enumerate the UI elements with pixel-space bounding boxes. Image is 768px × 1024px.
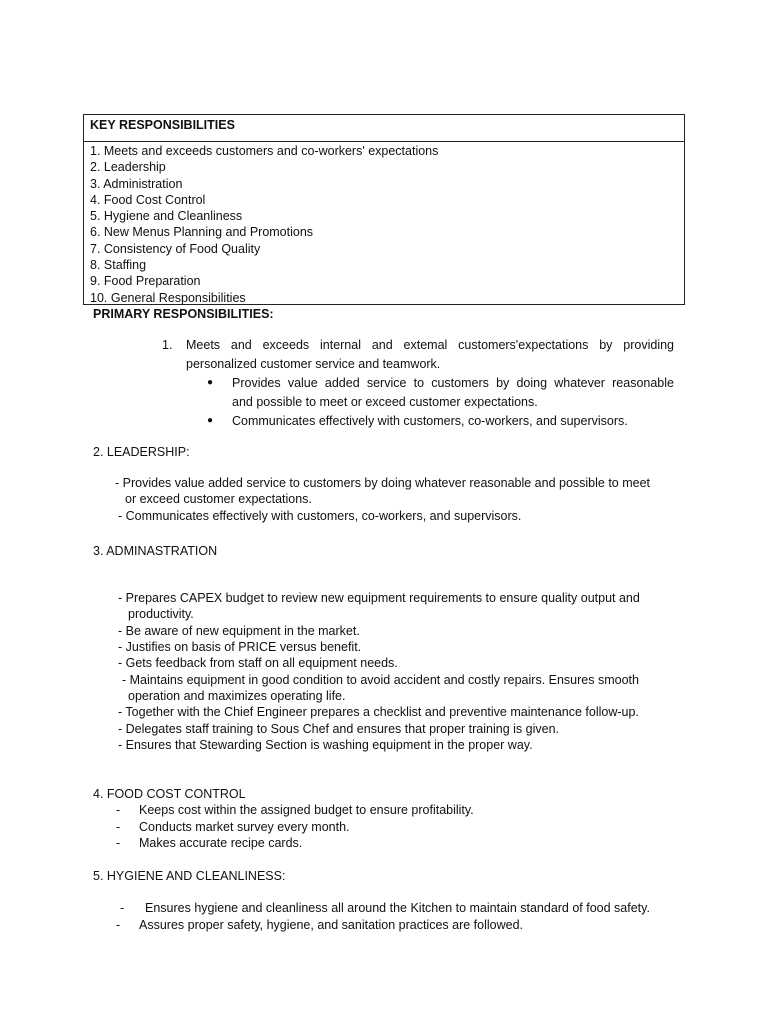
- administration-line: productivity.: [128, 607, 194, 621]
- bullet-line: and possible to meet or exceed customer expectations.: [232, 395, 538, 409]
- list-item: 6. New Menus Planning and Promotions: [90, 225, 314, 240]
- leadership-heading: 2. LEADERSHIP:: [93, 445, 190, 459]
- key-responsibilities-title: KEY RESPONSIBILITIES: [84, 115, 684, 142]
- list-item: 2. Leadership: [90, 160, 166, 175]
- list-item: 4. Food Cost Control: [90, 192, 206, 207]
- primary-heading: PRIMARY RESPONSIBILITIES:: [93, 307, 274, 321]
- food-cost-item: Keeps cost within the assigned budget to ensure profitability.: [139, 803, 474, 817]
- food-cost-heading: 4. FOOD COST CONTROL: [93, 787, 246, 801]
- administration-line: operation and maximizes operating life.: [128, 689, 346, 703]
- bullet-line: Communicates effectively with customers, co-workers, and supervisors.: [232, 414, 628, 428]
- administration-line: - Be aware of new equipment in the market.: [118, 624, 360, 638]
- key-responsibilities-table: [83, 114, 685, 305]
- leadership-line: - Provides value added service to customers by doing whatever reasonable and possible to meet: [115, 476, 651, 490]
- administration-line: - Justifies on basis of PRICE versus benefit.: [118, 640, 362, 654]
- administration-line: - Maintains equipment in good condition to avoid accident and costly repairs. Ensures smooth: [122, 673, 639, 687]
- list-item: 7. Consistency of Food Quality: [90, 241, 261, 256]
- hygiene-heading: 5. HYGIENE AND CLEANLINESS:: [93, 869, 286, 883]
- list-item: 8. Staffing: [90, 258, 147, 273]
- primary-item-line: personalized customer service and teamwork.: [186, 357, 441, 371]
- dash-marker: -: [116, 820, 121, 834]
- food-cost-item: Conducts market survey every month.: [139, 820, 350, 834]
- dash-marker: -: [116, 918, 121, 932]
- administration-line: - Gets feedback from staff on all equipment needs.: [118, 656, 398, 670]
- administration-line: - Delegates staff training to Sous Chef and ensures that proper training is given.: [118, 722, 559, 736]
- key-responsibilities-list: [84, 142, 684, 306]
- primary-item-number: 1.: [162, 338, 173, 352]
- list-item: 9. Food Preparation: [90, 274, 201, 289]
- administration-line: - Prepares CAPEX budget to review new equipment requirements to ensure quality output and: [118, 591, 640, 605]
- administration-line: - Together with the Chief Engineer prepares a checklist and preventive maintenance follow-up.: [118, 705, 639, 719]
- leadership-line: or exceed customer expectations.: [125, 492, 312, 506]
- administration-line: - Ensures that Stewarding Section is washing equipment in the proper way.: [118, 738, 533, 752]
- primary-item-line: Meets and exceeds internal and extemal customers'expectations by providing: [186, 338, 674, 352]
- hygiene-item: Ensures hygiene and cleanliness all around the Kitchen to maintain standard of food safety.: [145, 901, 650, 915]
- list-item: 10. General Responsibilities: [90, 290, 246, 305]
- list-item: 5. Hygiene and Cleanliness: [90, 209, 243, 224]
- leadership-line: - Communicates effectively with customers, co-workers, and supervisors.: [118, 509, 522, 523]
- bullet-icon: ●: [207, 415, 214, 426]
- dash-marker: -: [116, 836, 121, 850]
- food-cost-item: Makes accurate recipe cards.: [139, 836, 303, 850]
- bullet-line: Provides value added service to customers by doing whatever reasonable: [232, 376, 674, 390]
- administration-heading: 3. ADMINASTRATION: [93, 544, 218, 558]
- bullet-icon: ●: [207, 377, 214, 388]
- dash-marker: -: [116, 803, 121, 817]
- dash-marker: -: [120, 901, 125, 915]
- hygiene-item: Assures proper safety, hygiene, and sanitation practices are followed.: [139, 918, 524, 932]
- list-item: 3. Administration: [90, 176, 183, 191]
- list-item: 1. Meets and exceeds customers and co-workers' expectations: [90, 144, 439, 158]
